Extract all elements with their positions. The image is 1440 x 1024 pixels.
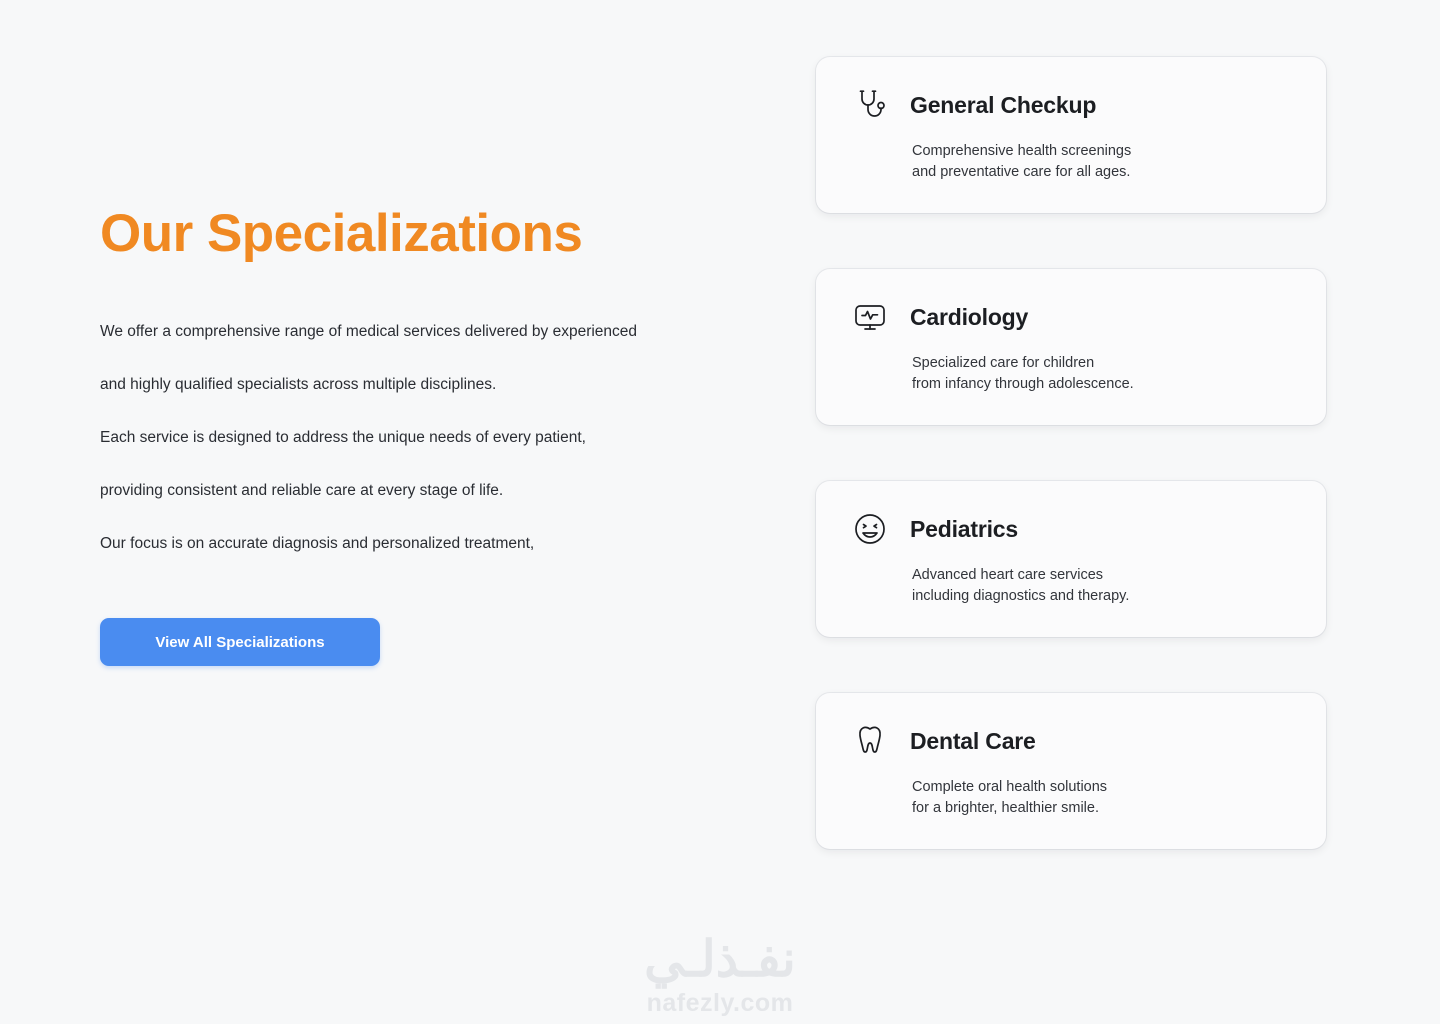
specialization-cards: [816, 57, 1326, 849]
intro-line: We offer a comprehensive range of medical services delivered by experienced: [100, 323, 638, 341]
card-description-line: Comprehensive health screenings: [912, 143, 1132, 159]
intro-column: [100, 204, 740, 666]
smiley-face-icon: [850, 509, 890, 549]
card-title: Dental Care: [910, 727, 1036, 754]
card-header: [850, 85, 1292, 125]
watermark-arabic: نفـذلـي: [644, 931, 796, 987]
intro-paragraphs: [100, 305, 720, 570]
specialization-card[interactable]: [816, 57, 1326, 213]
card-description-line: from infancy through adolescence.: [912, 376, 1134, 392]
card-description: [912, 141, 1292, 183]
watermark: [0, 932, 1440, 1018]
view-all-specializations-button[interactable]: View All Specializations: [100, 618, 380, 666]
card-description: [912, 353, 1292, 395]
card-title: General Checkup: [910, 91, 1097, 118]
card-header: [850, 721, 1292, 761]
card-description-line: including diagnostics and therapy.: [912, 588, 1130, 604]
card-description: [912, 777, 1292, 819]
specialization-card[interactable]: [816, 269, 1326, 425]
card-description-line: Specialized care for children: [912, 355, 1095, 371]
card-description-line: for a brighter, healthier smile.: [912, 800, 1099, 816]
card-description-line: and preventative care for all ages.: [912, 164, 1131, 180]
specialization-card[interactable]: [816, 693, 1326, 849]
intro-line: Each service is designed to address the unique needs of every patient,: [100, 429, 586, 447]
card-title: Cardiology: [910, 303, 1029, 330]
card-header: [850, 509, 1292, 549]
specialization-card[interactable]: [816, 481, 1326, 637]
heart-monitor-icon: [850, 297, 890, 337]
card-description-line: Complete oral health solutions: [912, 779, 1108, 795]
card-description-line: Advanced heart care services: [912, 567, 1104, 583]
card-title: Pediatrics: [910, 515, 1018, 542]
watermark-latin: nafezly.com: [646, 989, 794, 1017]
tooth-icon: [850, 721, 890, 761]
stethoscope-icon: [850, 85, 890, 125]
card-header: [850, 297, 1292, 337]
page-title: Our Specializations: [100, 204, 583, 263]
card-description: [912, 565, 1292, 607]
intro-line: Our focus is on accurate diagnosis and personalized treatment,: [100, 535, 535, 553]
intro-line: providing consistent and reliable care at every stage of life.: [100, 482, 504, 500]
intro-line: and highly qualified specialists across multiple disciplines.: [100, 376, 497, 394]
